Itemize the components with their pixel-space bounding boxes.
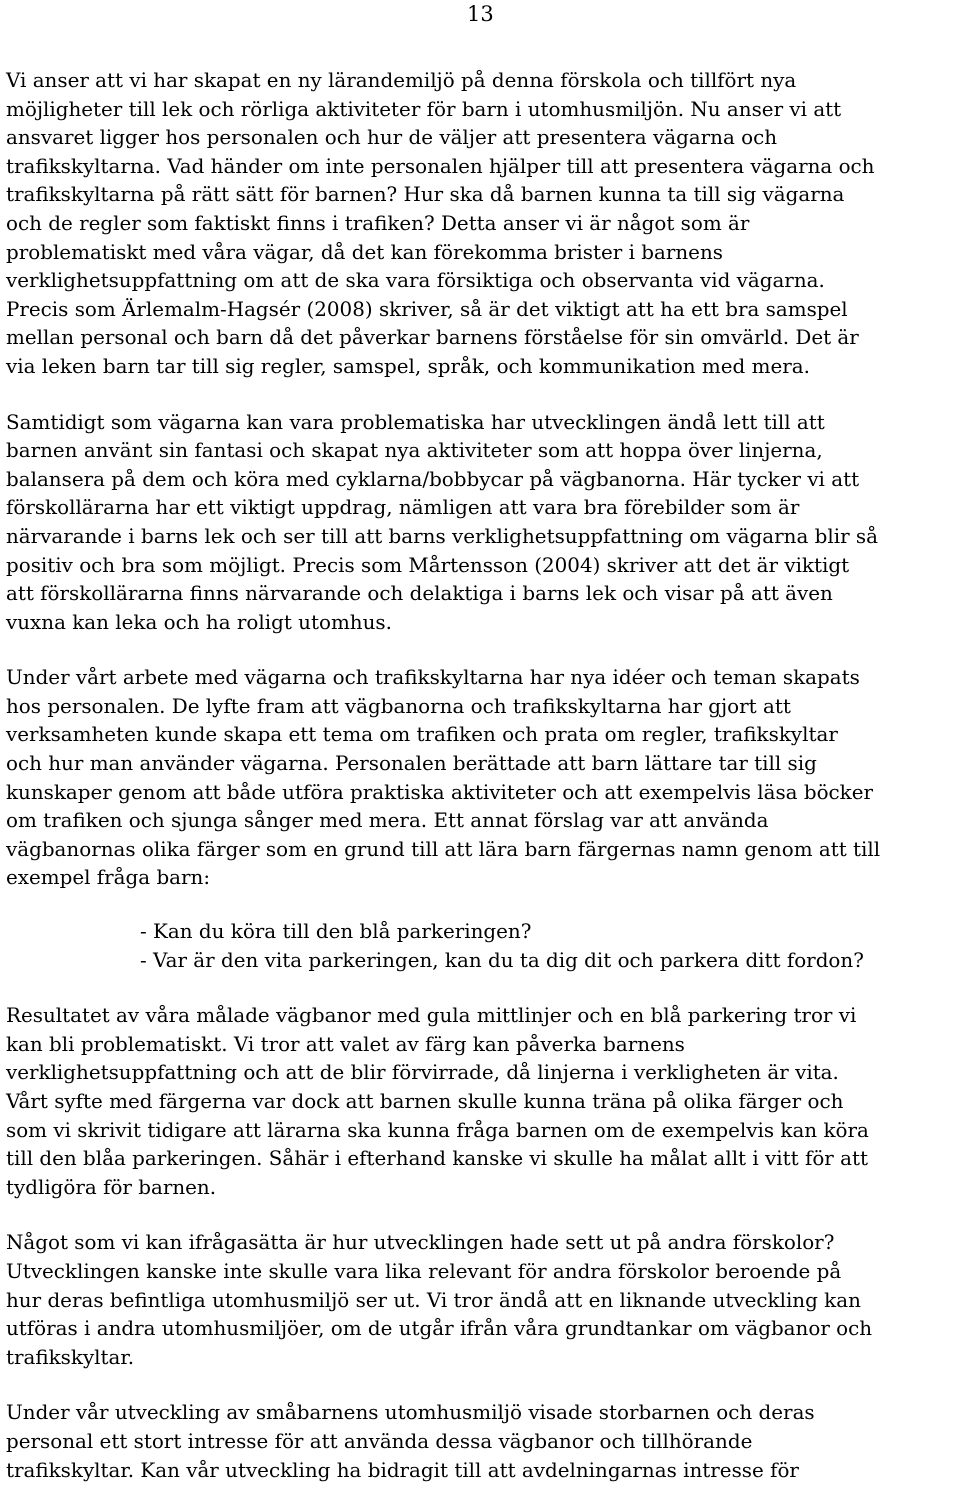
text-line: vägbanornas olika färger som en grund till att lära barn färgernas namn genom att till xyxy=(6,837,881,861)
text-line: mellan personal och barn då det påverkar barnens förståelse för sin omvärld. Det är xyxy=(6,326,859,350)
text-line: Vi anser att vi har skapat en ny lärandemiljö på denna förskola och tillfört nya xyxy=(6,69,797,92)
dialogue-examples xyxy=(6,918,956,975)
text-line: kunskaper genom att både utföra praktiska aktiviteter och att exempelvis läsa böcker xyxy=(6,780,874,804)
text-line: Något som vi kan ifrågasätta är hur utvecklingen hade sett ut på andra förskolor? xyxy=(6,1231,835,1255)
text-line: exempel fråga barn: xyxy=(6,866,211,890)
text-line: Under vårt arbete med vägarna och trafikskyltarna har nya idéer och teman skapats xyxy=(6,666,860,690)
text-line: till den blåa parkeringen. Såhär i efterhand kanske vi skulle ha målat allt i vitt för att xyxy=(6,1147,868,1171)
text-line: positiv och bra som möjligt. Precis som Mårtensson (2004) skriver att det är viktigt xyxy=(6,553,850,577)
text-line: verklighetsuppfattning om att de ska vara försiktiga och observanta vid vägarna. xyxy=(6,269,825,293)
text-line: möjligheter till lek och rörliga aktiviteter för barn i utomhusmiljön. Nu anser vi att xyxy=(6,97,842,121)
text-line: Samtidigt som vägarna kan vara problematiska har utvecklingen ändå lett till att xyxy=(6,410,825,434)
text-line: verksamheten kunde skapa ett tema om trafiken och prata om regler, trafikskyltar xyxy=(6,723,838,747)
page-number: 13 xyxy=(467,2,494,26)
text-line: Under vår utveckling av småbarnens utomhusmiljö visade storbarnen och deras xyxy=(6,1401,815,1425)
text-line: Precis som Ärlemalm-Hagsér (2008) skriver, så är det viktigt att ha ett bra samspel xyxy=(6,297,848,321)
paragraph xyxy=(6,1229,956,1372)
text-line: närvarande i barns lek och ser till att barns verklighetsuppfattning om vägarna blir så xyxy=(6,524,879,548)
text-line: vuxna kan leka och ha roligt utomhus. xyxy=(6,610,392,634)
text-line: trafikskyltar. xyxy=(6,1345,135,1369)
text-line: och de regler som faktiskt finns i trafiken? Detta anser vi är något som är xyxy=(6,211,750,235)
paragraph xyxy=(6,1399,956,1485)
text-line: Resultatet av våra målade vägbanor med gula mittlinjer och en blå parkering tror vi xyxy=(6,1004,857,1028)
text-line: verklighetsuppfattning och att de blir förvirrade, då linjerna i verkligheten är vita. xyxy=(6,1061,839,1085)
text-line: tydligöra för barnen. xyxy=(6,1175,217,1199)
text-line: Vårt syfte med färgerna var dock att barnen skulle kunna träna på olika färger och xyxy=(6,1090,844,1113)
text-line: hos personalen. De lyfte fram att vägbanorna och trafikskyltarna har gjort att xyxy=(6,694,791,718)
paragraph xyxy=(6,67,956,382)
paragraph xyxy=(6,664,956,893)
paragraph xyxy=(6,409,956,638)
text-line: trafikskyltar. Kan vår utveckling ha bidragit till att avdelningarnas intresse för xyxy=(6,1458,799,1482)
dialogue-line: - Var är den vita parkeringen, kan du ta dig dit och parkera ditt fordon? xyxy=(140,948,864,972)
text-line: och hur man använder vägarna. Personalen berättade att barn lättare tar till sig xyxy=(6,752,817,776)
text-line: trafikskyltarna. Vad händer om inte personalen hjälper till att presentera vägarna och xyxy=(6,154,875,178)
text-line: via leken barn tar till sig regler, samspel, språk, och kommunikation med mera. xyxy=(6,354,810,378)
text-line: barnen använt sin fantasi och skapat nya aktiviteter som att hoppa över linjerna, xyxy=(6,439,823,463)
text-line: trafikskyltarna på rätt sätt för barnen? Hur ska då barnen kunna ta till sig vägarna xyxy=(6,183,845,207)
body-text xyxy=(6,67,956,1512)
text-line: förskollärarna har ett viktigt uppdrag, nämligen att vara bra förebilder som är xyxy=(6,496,800,520)
text-line: utföras i andra utomhusmiljöer, om de utgår ifrån våra grundtankar om vägbanor och xyxy=(6,1317,873,1341)
text-line: personal ett stort intresse för att använda dessa vägbanor och tillhörande xyxy=(6,1429,753,1453)
text-line: hur deras befintliga utomhusmiljö ser ut. Vi tror ändå att en liknande utveckling kan xyxy=(6,1288,861,1312)
text-line: om trafiken och sjunga sånger med mera. Ett annat förslag var att använda xyxy=(6,809,769,833)
text-line: ansvaret ligger hos personalen och hur de väljer att presentera vägarna och xyxy=(6,126,778,150)
text-line: Utvecklingen kanske inte skulle vara lika relevant för andra förskolor beroende på xyxy=(6,1259,842,1283)
text-line: balansera på dem och köra med cyklarna/bobbycar på vägbanorna. Här tycker vi att xyxy=(6,467,860,491)
text-line: att förskollärarna finns närvarande och delaktiga i barns lek och visar på att även xyxy=(6,582,833,606)
text-line: kan bli problematiskt. Vi tror att valet av färg kan påverka barnens xyxy=(6,1032,685,1056)
paragraph xyxy=(6,1002,956,1202)
text-line: problematiskt med våra vägar, då det kan förekomma brister i barnens xyxy=(6,240,723,264)
text-line: som vi skrivit tidigare att lärarna ska kunna fråga barnen om de exempelvis kan köra xyxy=(6,1118,869,1142)
dialogue-line: - Kan du köra till den blå parkeringen? xyxy=(140,920,532,944)
